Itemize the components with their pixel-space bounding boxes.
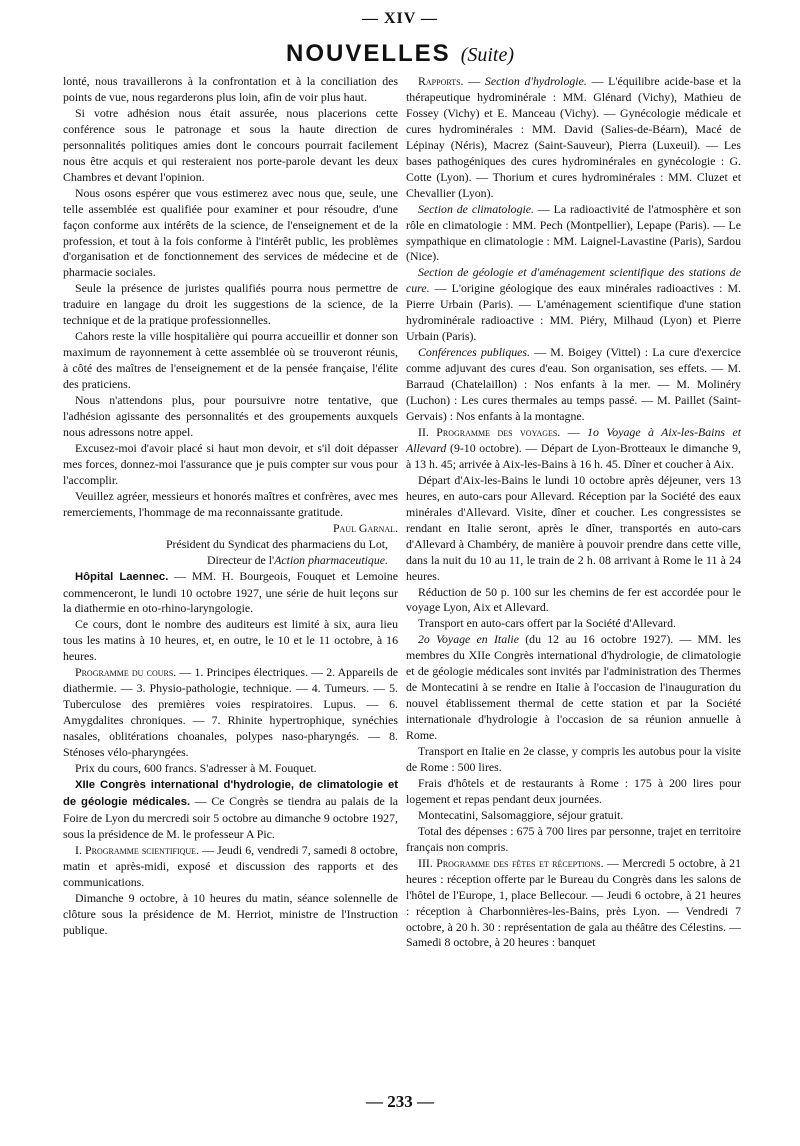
paragraph: Ce cours, dont le nombre des auditeurs est limité à six, aura lieu tous les matins à 10 heures, et, en outre, le 10 et le 11 octobre, à 16 heures. bbox=[63, 617, 398, 664]
signature-name: Paul Garnal. bbox=[332, 520, 398, 535]
paragraph-text: — Mercredi 5 octobre, à 21 heures : réception offerte par le Bureau du Congrès dans les salons de l'hôtel de l'Europe, 1, place Bellecour. — Jeudi 6 octobre, à 21 heures : réception à Charbonnières-les-Bains, près Lyon. — Vendredi 7 octobre, à 20 h. 30 : représentation de gala au théâtre des Célestins. — Samedi 8 octobre, à 20 heures : banquet bbox=[406, 855, 741, 950]
paragraph: Seule la présence de juristes qualifiés pourra nous permettre de traduire en langage du droit les suggestions de la science, de la technique et de la pratique professionnelles. bbox=[63, 281, 398, 328]
paragraph: Prix du cours, 600 francs. S'adresser à M. Fouquet. bbox=[75, 760, 317, 775]
paragraph-text: — M. Boigey (Vittel) : La cure d'exercice comme adjuvant des cures d'eau. Son organisation, ses effets. — M. Barraud (Chatelaillon) : Nos enfants à la mer. — M. Molinéry (Luchon) : Les cures thermales au temps passé. — M. Paillet (Saint-Gervais) : Nos enfants à la montagne. bbox=[406, 345, 742, 424]
subsection-heading: 2o Voyage en Italie bbox=[418, 632, 519, 647]
paragraph-text: — L'origine géologique des eaux minérales radioactives : M. Pierre Urbain (Paris). — L'aménagement scientifique d'une station hydrominérale radioactive : MM. Piéry, Milhaud (Lyon) et Pierre Urbain (Paris). bbox=[406, 281, 741, 344]
section-heading: Hôpital Laennec. bbox=[75, 570, 169, 583]
paragraph: Frais d'hôtels et de restaurants à Rome : 175 à 200 lires pour logement et repas pendant deux journées. bbox=[406, 775, 741, 806]
paragraph: Excusez-moi d'avoir placé si haut mon devoir, et s'il doit dépasser mes forces, donnez-moi l'assurance que je puis compter sur vous pour l'accomplir. bbox=[63, 440, 398, 487]
paragraph: Si votre adhésion nous était assurée, nous placerions cette conférence sous le patronage et sous la haute direction de personnalités politiques amies dont le concours pourrait facilement nous être acquis et qui resteraient nos porte-parole devant les deux Chambres et devant l'opinion. bbox=[63, 105, 398, 184]
right-column bbox=[406, 74, 741, 951]
subsection-heading: Section d'hydrologie. bbox=[484, 74, 587, 88]
paragraph: Transport en auto-cars offert par la Société d'Allevard. bbox=[418, 616, 677, 631]
section-heading: XIIe Congrès international d'hydrologie, de climatologie et de géologie médicales. bbox=[63, 778, 398, 808]
paragraph: Veuillez agréer, messieurs et honorés maîtres et confrères, avec mes remerciements, l'hommage de ma reconnaissante gratitude. bbox=[63, 488, 398, 519]
left-column bbox=[63, 74, 398, 938]
paragraph: Nous osons espérer que vous estimerez avec nous que, seule, une telle assemblée est qualifiée pour examiner et pour résoudre, d'une façon conforme aux intérêts de la science, de l'enseignement et de la profession, et tout à la fois conforme à l'intérêt public, les problèmes d'organisation et de fonctionnement des services de médecine et de pharmacie sociales. bbox=[63, 185, 398, 280]
page-title bbox=[0, 40, 800, 68]
section-heading: III. Programme des fêtes et réceptions. bbox=[418, 855, 604, 870]
paragraph: Cahors reste la ville hospitalière qui pourra accueillir et donner son maximum de rayonnement à cette assemblée où se trouveront réunis, à côté des maîtres de l'enseignement et de la pensée française, l'élite des praticiens. bbox=[63, 329, 398, 392]
paragraph bbox=[406, 856, 741, 952]
paragraph bbox=[406, 202, 741, 266]
signature-title: Président du Syndicat des pharmaciens du Lot, bbox=[165, 536, 388, 551]
section-title-suffix: (Suite) bbox=[460, 44, 514, 66]
paragraph: Rapports. — Section d'hydrologie. — L'équilibre acide-base et la thérapeutique hydrominérale : MM. Glénard (Vichy), Mathieu de Fossey (Vichy) et E. Manceau (Vichy). — Gynécologie médicale et cures hydrominérales : MM. David (Salies-de-Béarn), Macé de Lépinay (Néris), Macrez (Saint-Sauveur), Pierra (Luxeuil). — Les bases pathogéniques des cures hydrominérales en gynécologie : G. Cotte (Lyon). — Thorium et cures hydrominérales : MM. Cluzet et Chevallier (Lyon). bbox=[406, 74, 741, 200]
paragraph bbox=[63, 665, 398, 761]
paragraph-text: — L'équilibre acide-base et la thérapeutique hydrominérale : MM. Glénard (Vichy), Mathieu de Fossey (Vichy) et E. Manceau (Vichy). — Gynécologie médicale et cures hydrominérales : MM. David (Salies-de-Béarn), Macé de Lépinay (Néris), Macrez (Saint-Sauveur), Pierra (Luxeuil). — Les bases pathogéniques des cures hydrominérales en gynécologie : G. Cotte (Lyon). — Thorium et cures hydrominérales : MM. Cluzet et Chevallier (Lyon). bbox=[406, 74, 741, 200]
paragraph-text: — 1. Principes électriques. — 2. Appareils de diathermie. — 3. Physio-pathologie, technique. — 4. Tumeurs. — 5. Tuberculose des premières voies respiratoires. Lupus. — 6. Amygdalites chroniques. — 7. Rhinite hypertrophique, synéchies nasales, oblitérations choanales, polypes naso-pharyngés. — 8. Sténoses vélo-pharyngées. bbox=[63, 665, 398, 760]
paragraph-text: — MM. H. Bourgeois, Fouquet et Lemoine commenceront, le lundi 10 octobre 1927, une série de huit leçons sur la diathermie en oto-rhino-laryngologie. bbox=[63, 568, 398, 616]
paragraph: Dimanche 9 octobre, à 10 heures du matin, séance solennelle de clôture sous la présidence de M. Herriot, ministre de l'Instruction publique. bbox=[63, 890, 398, 937]
paragraph-text: — Ce Congrès se tiendra au palais de la Foire de Lyon du mercredi soir 5 octobre au dimanche 9 octobre 1927, sous la présidence de M. le professeur A Pic. bbox=[63, 793, 398, 841]
paragraph bbox=[63, 777, 398, 843]
paragraph bbox=[63, 843, 398, 891]
journal-name: Action pharmaceutique. bbox=[274, 552, 388, 567]
paragraph-text: (9-10 octobre). — Départ de Lyon-Brotteaux le dimanche 9, à 13 h. 45; arrivée à Aix-les-Bains à 16 h. 45. Dîner et coucher à Aix. bbox=[406, 440, 741, 471]
paragraph: Transport en Italie en 2e classe, y compris les autobus pour la visite de Rome : 500 lires. bbox=[406, 744, 741, 774]
page-number: — 233 — bbox=[366, 1092, 434, 1111]
paragraph bbox=[406, 265, 741, 345]
subsection-heading: 1o Voyage à Aix-les-Bains et Allevard bbox=[406, 424, 741, 455]
paragraph: Départ d'Aix-les-Bains le lundi 10 octobre après déjeuner, vers 13 heures, en auto-cars pour Allevard. Réception par la Société des eaux minérales d'Allevard. Visite, dîner et coucher. Les congressistes se rendant en Italie seront, après le dîner, transportés en auto-cars d'Allevard à Chambéry, de manière à pouvoir prendre dans cette ville, dans la nuit du 10 au 11, le train de 2 h. 08 arrivant à Rome le 11 à 24 heures. bbox=[406, 472, 741, 583]
subsection-heading: Section de climatologie. bbox=[418, 201, 534, 216]
paragraph: Montecatini, Salsomaggiore, séjour gratuit. bbox=[418, 807, 624, 822]
signature-role bbox=[63, 553, 398, 569]
page-roman-numeral: — XIV — bbox=[361, 10, 439, 27]
paragraph: Total des dépenses : 675 à 700 lires par personne, trajet en territoire français non compris. bbox=[406, 823, 741, 854]
section-heading: I. Programme scientifique. bbox=[75, 842, 200, 857]
section-heading: Programme du cours. bbox=[75, 665, 177, 680]
paragraph bbox=[406, 345, 741, 425]
paragraph: lonté, nous travaillerons à la confrontation et à la conciliation des points de vue, nous regarderons plus loin, afin de voir plus haut. bbox=[63, 74, 398, 104]
paragraph-text: — Jeudi 6, vendredi 7, samedi 8 octobre, matin et après-midi, exposé et discussion des rapports et des communications. bbox=[63, 842, 398, 889]
section-heading: Rapports. bbox=[418, 74, 464, 88]
paragraph-text: (du 12 au 16 octobre 1927). — MM. les membres du XIIe Congrès international d'hydrologie, de climatologie et de géologie médicales sont invités par l'administration des Thermes de Montecatini à se rendre en Italie à l'occasion de l'inauguration du nouvel établissement thermal de cette station et par la Société internationale d'hydrologie à l'occasion de sa réunion annuelle à Rome. bbox=[406, 632, 741, 743]
section-title: NOUVELLES bbox=[286, 40, 451, 67]
subsection-heading: Section de géologie et d'aménagement scientifique des stations de cure. bbox=[406, 265, 741, 296]
paragraph: Nous n'attendons plus, pour poursuivre notre tentative, que l'adhésion agissante des personnalités et des groupements auxquels nous adressons notre appel. bbox=[63, 393, 398, 439]
subsection-heading: Conférences publiques. bbox=[418, 345, 530, 360]
paragraph: Réduction de 50 p. 100 sur les chemins de fer est accordée pour le voyage Lyon, Aix et Allevard. bbox=[406, 584, 741, 615]
paragraph bbox=[63, 569, 398, 618]
paragraph: II. Programme des voyages. — 1o Voyage à Aix-les-Bains et Allevard (9-10 octobre). — Départ de Lyon-Brotteaux le dimanche 9, à 13 h. 45; arrivée à Aix-les-Bains à 16 h. 45. Dîner et coucher à Aix. bbox=[406, 424, 741, 471]
section-heading: II. Programme des voyages. bbox=[418, 424, 561, 439]
signature-role-text: Directeur de l' bbox=[206, 552, 275, 567]
paragraph-text: — La radioactivité de l'atmosphère et son rôle en climatologie : MM. Pech (Montpellier), Lepape (Paris). — Le sympathique en climatologie : MM. Laignel-Lavastine (Paris), Sardou (Nice). bbox=[406, 201, 741, 264]
paragraph bbox=[406, 632, 741, 744]
